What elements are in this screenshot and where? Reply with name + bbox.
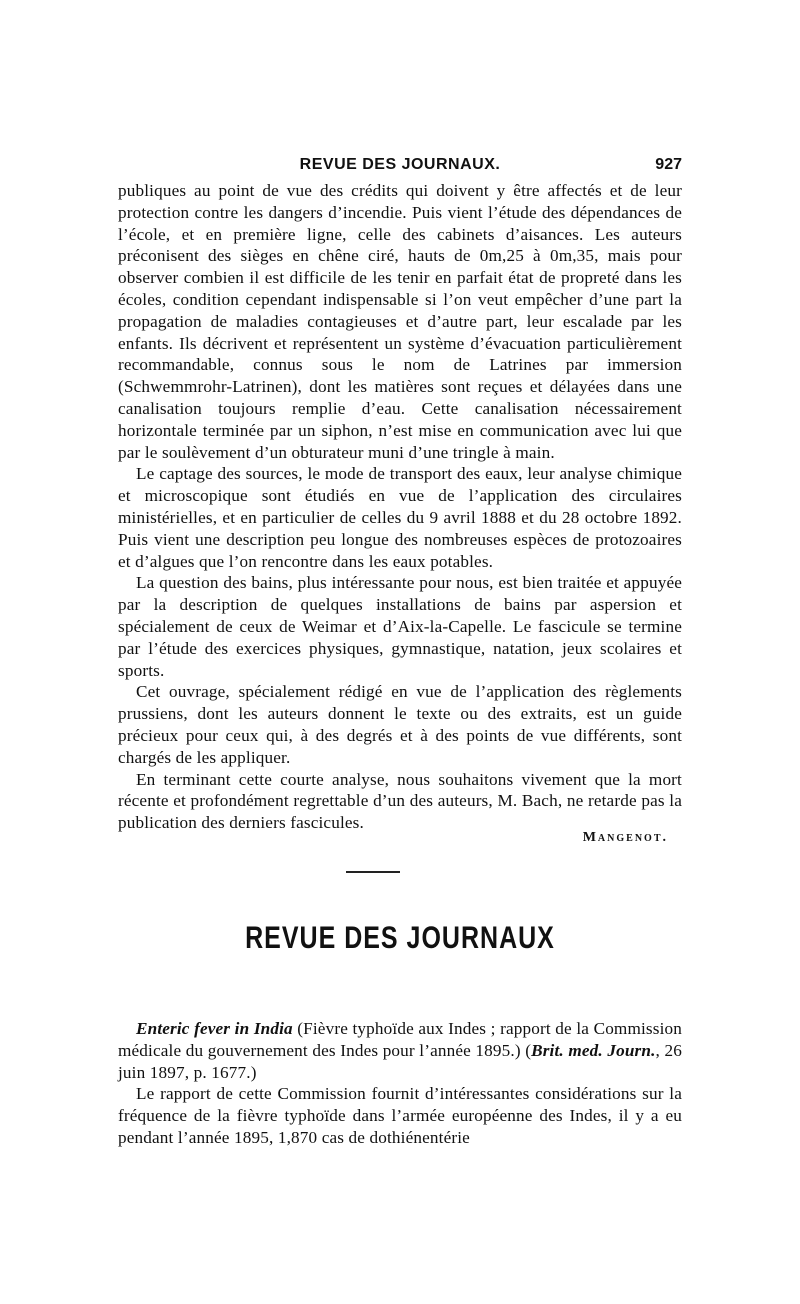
paragraph: Le captage des sources, le mode de transport des eaux, leur analyse chimique et microscopique sont étudiés en vue de l’application des circulaires ministérielles, et en particulier de celles du 9 avril 1888 et du 28 octobre 1892. Puis vient une description peu longue des nombreuses espèces de protozoaires et d’algues que l’on rencontre dans les eaux potables. [118, 464, 682, 571]
paragraph: La question des bains, plus intéressante pour nous, est bien traitée et appuyée par la description de quelques installations de bains par aspersion et spécialement de ceux de Weimar et d’Aix-la-Capelle. Le fascicule se termine par l’étude des exercices physiques, gymnastique, natation, jeux scolaires et sports. [118, 573, 682, 680]
page-number: 927 [655, 156, 682, 173]
paragraph: Cet ouvrage, spécialement rédigé en vue de l’application des règlements prussiens, dont les auteurs donnent le texte ou des extraits, est un guide précieux pour ceux qui, à des degrés et à des points de vue différents, sont chargés de les appliquer. [118, 682, 682, 767]
article-title: Enteric fever in India [136, 1019, 293, 1038]
entry-heading [118, 1018, 682, 1083]
review-continuation [118, 180, 682, 834]
author-signature: Mangenot. [582, 830, 668, 845]
section-title: REVUE DES JOURNAUX [245, 920, 555, 956]
source-details: , 26 juin 1897, p. 1677.) [118, 1040, 682, 1082]
section-divider [346, 871, 400, 873]
running-head [118, 156, 682, 180]
paragraph: En terminant cette courte analyse, nous souhaitons vivement que la mort récente et profondément regrettable d’un des auteurs, M. Bach, ne retarde pas la publication des derniers fascicules. [118, 769, 682, 833]
running-title: REVUE DES JOURNAUX. [299, 156, 501, 173]
article-subtitle: (Fièvre typhoïde aux Indes ; rapport de la Commission médicale du gouvernement des Indes pour l’année 1895.) ( [118, 1019, 682, 1060]
journal-source: Brit. med. Journ. [531, 1040, 656, 1060]
paragraph: publiques au point de vue des crédits qui doivent y être affectés et de leur protection contre les dangers d’incendie. Puis vient l’étude des dépendances de l’école, et en première ligne, celle des cabinets d’aisances. Les auteurs préconisent des sièges en chêne ciré, hauts de 0m,25 à 0m,35, mais pour observer combien il est difficile de les tenir en parfait état de propreté dans les écoles, condition cependant indispensable si l’on veut empêcher d’une part la propagation de maladies contagieuses et d’autre part, leur escalade par les enfants. Ils décrivent et représentent un système d’évacuation particulièrement recommandable, connus sous le nom de Latrines par immersion (Schwemmrohr-Latrinen), dont les matières sont reçues et délayées dans une canalisation toujours remplie d’eau. Cette canalisation nécessairement horizontale terminée par un siphon, n’est mise en communication avec lui que par le soulèvement d’un obturateur muni d’une tringle à main. [118, 181, 682, 462]
entry-body: Le rapport de cette Commission fournit d’intéressantes considérations sur la fréquence de la fièvre typhoïde dans l’armée européenne des Indes, il y a eu pendant l’année 1895, 1,870 cas de dothiénentérie [118, 1084, 682, 1147]
journal-entry [118, 1018, 682, 1149]
